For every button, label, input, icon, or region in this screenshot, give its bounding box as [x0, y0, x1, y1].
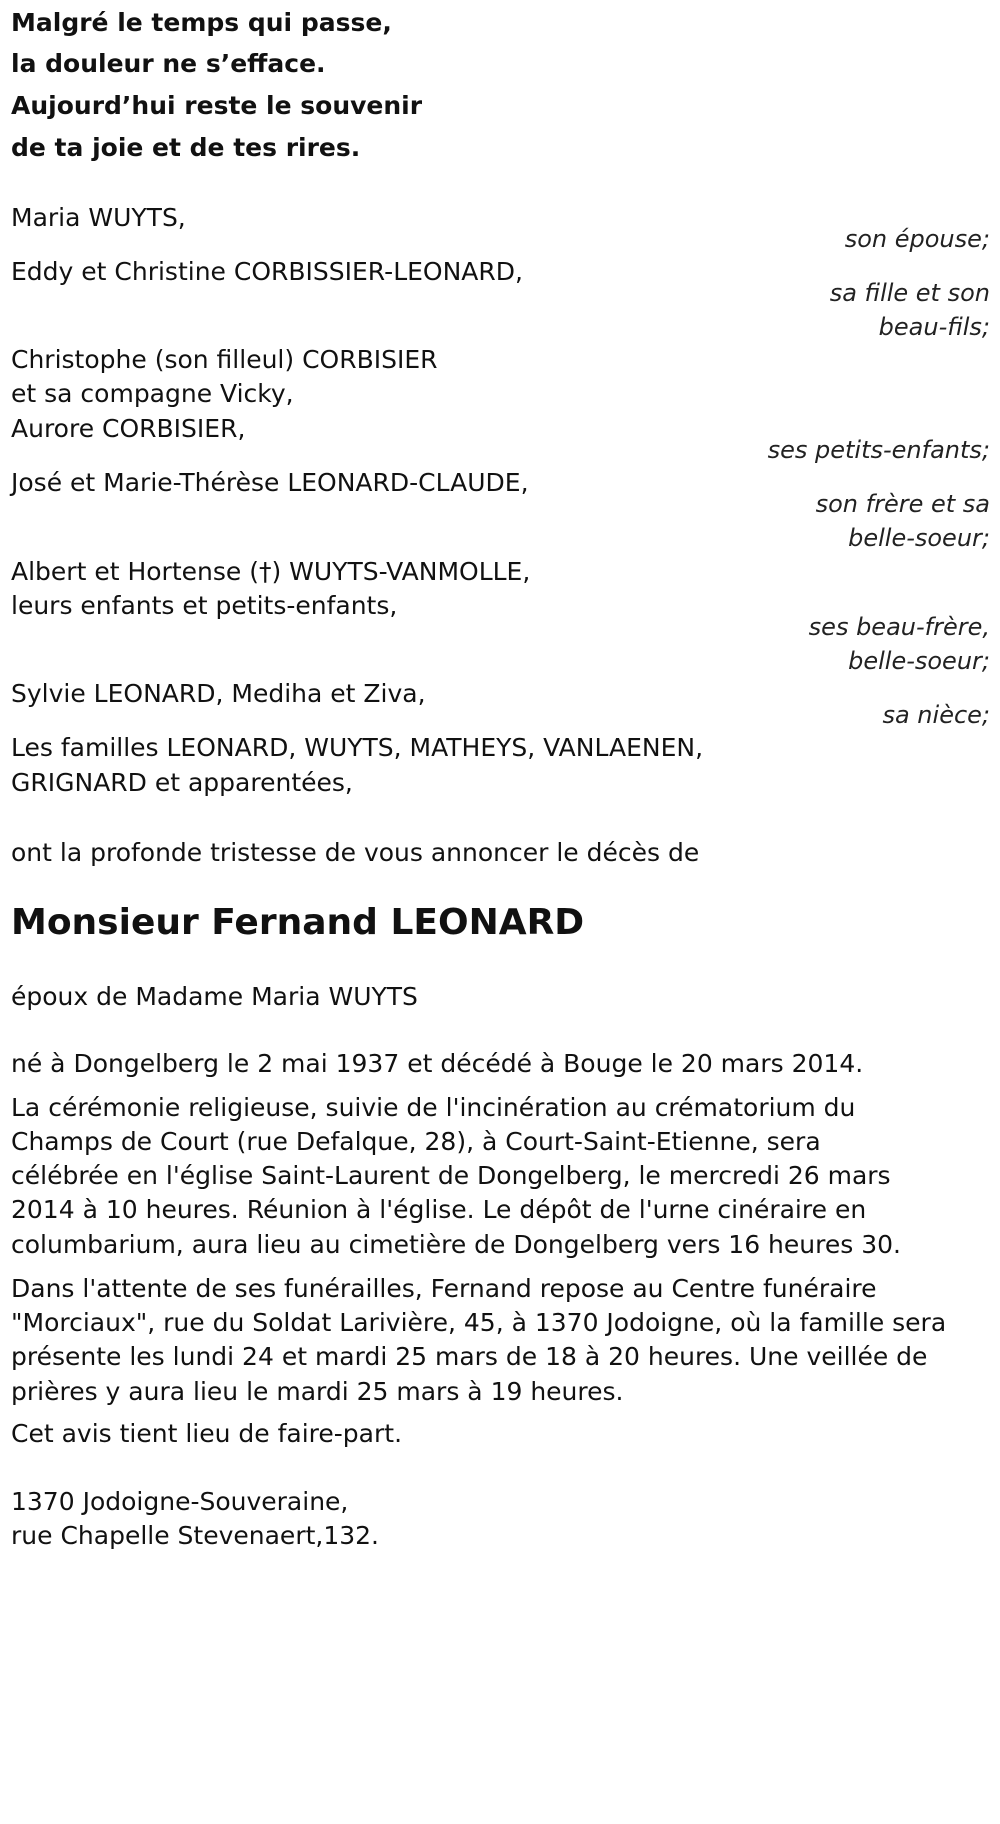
family-name: Les familles LEONARD, WUYTS, MATHEYS, VANLAENEN,	[11, 733, 704, 762]
relation-label: beau-fils;	[878, 313, 990, 341]
family-name: Maria WUYTS,	[11, 203, 186, 232]
poem-line-3: Aujourd’hui reste le souvenir	[11, 91, 423, 120]
relation-label: son frère et sa	[815, 490, 990, 518]
address-line: rue Chapelle Stevenaert,132.	[11, 1521, 380, 1550]
address-line: 1370 Jodoigne-Souveraine,	[11, 1487, 349, 1516]
family-name: GRIGNARD et apparentées,	[11, 768, 353, 797]
spouse-text: époux de Madame Maria WUYTS	[11, 982, 418, 1011]
family-name: Eddy et Christine CORBISSIER-LEONARD,	[11, 257, 523, 286]
poem-line-2: la douleur ne s’efface.	[11, 49, 326, 78]
relation-label: ses beau-frère,	[808, 613, 990, 641]
family-name: José et Marie-Thérèse LEONARD-CLAUDE,	[11, 468, 529, 497]
ceremony-line: Champs de Court (rue Defalque, 28), à Court-Saint-Etienne, sera	[11, 1127, 821, 1156]
visitation-line: prières y aura lieu le mardi 25 mars à 19 heures.	[11, 1377, 624, 1406]
relation-label: belle-soeur;	[848, 524, 990, 552]
poem-line-1: Malgré le temps qui passe,	[11, 8, 392, 37]
ceremony-line: La cérémonie religieuse, suivie de l'incinération au crématorium du	[11, 1093, 856, 1122]
relation-label: sa fille et son	[829, 279, 990, 307]
poem-line-4: de ta joie et de tes rires.	[11, 133, 361, 162]
relation-label: son épouse;	[844, 225, 990, 253]
relation-label: belle-soeur;	[848, 647, 990, 675]
visitation-line: Dans l'attente de ses funérailles, Fernand repose au Centre funéraire	[11, 1274, 877, 1303]
birth-death-text: né à Dongelberg le 2 mai 1937 et décédé à Bouge le 20 mars 2014.	[11, 1049, 864, 1078]
family-name: leurs enfants et petits-enfants,	[11, 591, 398, 620]
ceremony-line: 2014 à 10 heures. Réunion à l'église. Le dépôt de l'urne cinéraire en	[11, 1195, 867, 1224]
relation-label: ses petits-enfants;	[767, 436, 990, 464]
ceremony-line: columbarium, aura lieu au cimetière de Dongelberg vers 16 heures 30.	[11, 1230, 901, 1259]
visitation-line: présente les lundi 24 et mardi 25 mars de 18 à 20 heures. Une veillée de	[11, 1342, 928, 1371]
notice-text: Cet avis tient lieu de faire-part.	[11, 1419, 403, 1448]
family-name: Sylvie LEONARD, Mediha et Ziva,	[11, 679, 426, 708]
family-name: Christophe (son filleul) CORBISIER	[11, 345, 438, 374]
ceremony-line: célébrée en l'église Saint-Laurent de Dongelberg, le mercredi 26 mars	[11, 1161, 891, 1190]
announcement-text: ont la profonde tristesse de vous annoncer le décès de	[11, 838, 700, 867]
deceased-name: Monsieur Fernand LEONARD	[11, 902, 585, 943]
family-name: Albert et Hortense (†) WUYTS-VANMOLLE,	[11, 557, 531, 586]
relation-label: sa nièce;	[882, 701, 990, 729]
family-name: Aurore CORBISIER,	[11, 414, 246, 443]
visitation-line: "Morciaux", rue du Soldat Larivière, 45, à 1370 Jodoigne, où la famille sera	[11, 1308, 947, 1337]
family-name: et sa compagne Vicky,	[11, 379, 294, 408]
